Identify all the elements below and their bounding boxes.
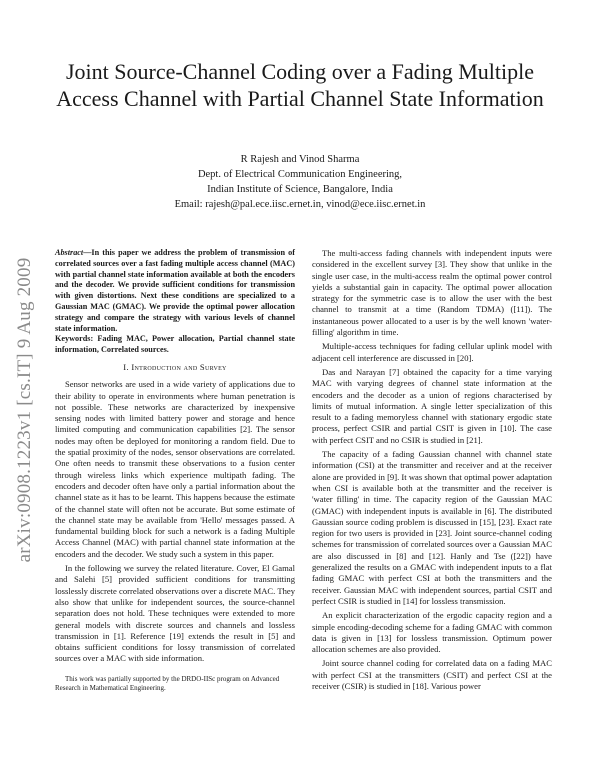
paragraph: The multi-access fading channels with independent inputs were considered in the excellent survey [3]. They show that unlike in the single user case, in the multi-access realm the optimal power control yields a substantial gain in capacity. The optimal power allocation strategy for the symmetric case is to allow the user with the best channel to transmit at a time (Random TDMA) ([11]). The instantaneous power allocated to a user is by the well known 'water-filling' algorithm in time.	[312, 248, 552, 338]
keywords: Keywords: Fading MAC, Power allocation, Partial channel state information, Correlated sources.	[55, 334, 295, 355]
paragraph: Das and Narayan [7] obtained the capacity for a time varying MAC with varying degrees of channel state information at the encoders and the decoder as a union of regions characterised by limits of mutual information. A single letter specialization of this result to a fading memoryless channel with stationary ergodic state process, perfect CSIR and partial CSIT is given in [10]. The case with perfect CSIT and no CSIR is studied in [21].	[312, 366, 552, 445]
footnote: This work was partially supported by the DRDO-IISc program on Advanced Research in Mathematical Engineering.	[55, 674, 280, 692]
right-column	[312, 248, 552, 695]
section-heading: I. Introduction and Survey	[123, 361, 227, 372]
paragraph: Joint source channel coding for correlated data on a fading MAC with perfect CSI at the transmitters (CSIT) and perfect CSI at the receiver (CSIR) is studied in [18]. Various power	[312, 658, 552, 691]
abstract-text: —In this paper we address the problem of transmission of correlated sources over a fast fading multiple access channel (MAC) with partial channel state information available at both the encoders and the decoder. We provide sufficient conditions for transmission with given distortions. Next these conditions are specialized to a Gaussian MAC (GMAC). We provide the optimal power allocation strategy and compare the strategy with various levels of channel state information.	[55, 248, 295, 333]
paragraph: An explicit characterization of the ergodic capacity region and a simple encoding-decoding scheme for a fading GMAC with common data is given in [13] for lossless transmission. Optimum power allocation schemes are also provided.	[312, 610, 552, 655]
paragraph: In the following we survey the related literature. Cover, El Gamal and Salehi [5] provided sufficient conditions for transmitting losslessly discrete correlated observations over a discrete MAC. They also show that unlike for independent sources, the source-channel separation does not hold. These techniques were extended to more general models with discrete sources and channels and lossless transmission in [1]. Reference [19] extends the result in [5] and obtains sufficient conditions for lossy transmission of correlated sources over a MAC with side information.	[55, 563, 295, 664]
arxiv-id: arXiv:0908.1223v1 [cs.IT] 9 Aug 2009	[14, 257, 35, 563]
arxiv-stamp	[11, 210, 39, 610]
left-column	[55, 248, 295, 693]
author-email: Email: rajesh@pal.ece.iisc.ernet.in, vinod@ece.iisc.ernet.in	[174, 199, 426, 210]
abstract-lead: Abstract	[55, 248, 84, 257]
author-block	[60, 152, 540, 212]
authors: R Rajesh and Vinod Sharma	[240, 154, 360, 165]
abstract	[55, 248, 295, 334]
paragraph: Multiple-access techniques for fading cellular uplink model with adjacent cell interference are discussed in [20].	[312, 341, 552, 363]
affiliation-institute: Indian Institute of Science, Bangalore, India	[207, 184, 393, 195]
affiliation-dept: Dept. of Electrical Communication Engineering,	[197, 169, 403, 180]
paragraph: Sensor networks are used in a wide variety of applications due to their ability to operate in environments where human penetration is not possible. These networks are characterized by inexpensive sensing nodes with limited battery power and storage and hence limited computing and communication capabilities [2]. The sensor nodes may often be deployed for monitoring a random field. Due to the spatial proximity of the nodes, sensor observations are correlated. One often needs to transmit these observations to a fusion center through wireless links which experience multipath fading. The encoders and decoder often have only a partial information about the channel state as it has to be learnt. This happens because the estimate of the channel state will often not be accurate. But some estimate of the channel state may be available from 'Hello' messages passed. A fundamental building block for such a network is a fading Multiple Access Channel (MAC) with partial channel state information at the encoders and the decoder. We study such a system in this paper.	[55, 379, 295, 559]
paragraph: The capacity of a fading Gaussian channel with channel state information (CSI) at the transmitter and receiver and at the receiver alone are provided in [9]. It was shown that optimal power adaptation when CSI is available both at the transmitter and the receiver is 'water filling' in time. The capacity region of the Gaussian MAC (GMAC) with independent inputs is available in [6]. The distributed Gaussian source coding problem is discussed in [15], [23]. Exact rate region for two users is provided in [23]. Joint source-channel coding schemes for transmission of correlated sources over a Gaussian MAC are also discussed in [8] and [12]. Hanly and Tse ([22]) have generalized the results on a GMAC with independent inputs to a flat fading GMAC with perfect CSI at both the transmitters and the receiver. Gaussian MAC with independent sources, partial CSIT and perfect CSIR is studied in [14] for lossless transmission.	[312, 449, 552, 606]
paper-title: Joint Source-Channel Coding over a Fading Multiple Access Channel with Partial Channel State Information	[56, 59, 544, 111]
